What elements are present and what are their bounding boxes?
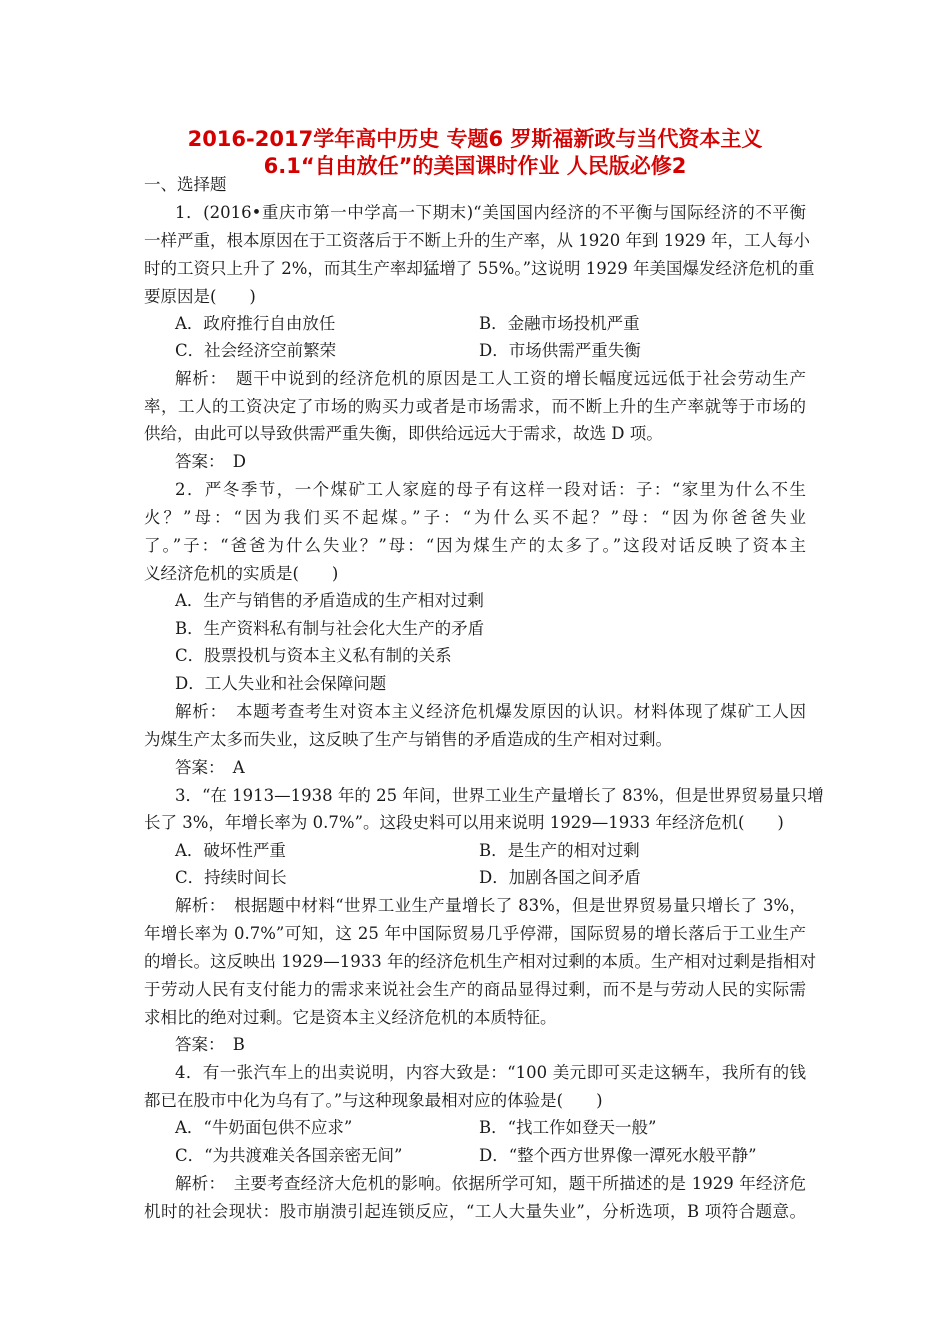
q4-stem-line: 都已在股市中化为乌有了。”与这种现象最相对应的体验是( ) (144, 1091, 603, 1110)
q3-answer: 答案： B (175, 1035, 245, 1054)
q1-analysis-line: 率，工人的工资决定了市场的购买力或者是市场需求，而不断上升的生产率就等于市场的 (144, 397, 806, 416)
q2-stem-line: 火？”母：“因为我们买不起煤。”子：“为什么买不起？”母：“因为你爸爸失业 (144, 508, 806, 527)
q2-stem-line: 2．严冬季节，一个煤矿工人家庭的母子有这样一段对话：子：“家里为什么不生 (175, 480, 806, 499)
q3-analysis-line: 求相比的绝对过剩。它是资本主义经济危机的本质特征。 (144, 1008, 557, 1027)
q2-option-b: B．生产资料私有制与社会化大生产的矛盾 (175, 619, 485, 638)
q3-analysis-line: 于劳动人民有支付能力的需求来说社会生产的商品显得过剩，而不是与劳动人民的实际需 (144, 980, 806, 999)
q4-option-c: C．“为共渡难关各国亲密无间” (175, 1146, 403, 1165)
q1-stem-line: 时的工资只上升了 2%，而其生产率却猛增了 55%。”这说明 1929 年美国爆发经济危机的重 (144, 259, 815, 278)
q2-stem-line: 义经济危机的实质是( ) (144, 564, 339, 583)
q3-option-c: C．持续时间长 (175, 868, 287, 887)
q3-analysis-line: 年增长率为 0.7%”可知，这 25 年中国际贸易几乎停滞，国际贸易的增长落后于工业生产 (144, 924, 806, 943)
q3-option-b: B．是生产的相对过剩 (479, 841, 640, 860)
q3-analysis-line: 的增长。这反映出 1929—1933 年的经济危机生产相对过剩的本质。生产相对过剩是指相对 (144, 952, 816, 971)
q2-option-a: A．生产与销售的矛盾造成的生产相对过剩 (175, 591, 484, 610)
q1-option-b: B．金融市场投机严重 (479, 314, 640, 333)
q3-option-d: D．加剧各国之间矛盾 (479, 868, 641, 887)
q1-analysis-line: 解析： 题干中说到的经济危机的原因是工人工资的增长幅度远远低于社会劳动生产 (175, 369, 806, 388)
q1-option-a: A．政府推行自由放任 (175, 314, 336, 333)
q3-stem-line: 3．“在 1913—1938 年的 25 年间，世界工业生产量增长了 83%，但是世界贸易量只增 (175, 786, 824, 805)
q4-stem-line: 4．有一张汽车上的出卖说明，内容大致是：“100 美元即可买走这辆车，我所有的钱 (175, 1063, 806, 1082)
q2-option-d: D．工人失业和社会保障问题 (175, 674, 387, 693)
q3-analysis-line: 解析： 根据题中材料“世界工业生产量增长了 83%，但是世界贸易量只增长了 3%， (175, 896, 806, 915)
document-title-line-2: 6.1“自由放任”的美国课时作业 人民版必修2 (263, 154, 687, 178)
q1-option-d: D．市场供需严重失衡 (479, 341, 641, 360)
q2-analysis-line: 解析： 本题考查考生对资本主义经济危机爆发原因的认识。材料体现了煤矿工人因 (175, 702, 806, 721)
document-title-line-1: 2016-2017学年高中历史 专题6 罗斯福新政与当代资本主义 (187, 127, 763, 151)
q4-analysis-line: 机时的社会现状：股市崩溃引起连锁反应，“工人大量失业”，分析选项，B 项符合题意。 (144, 1202, 806, 1221)
q1-stem-line: 1．(2016•重庆市第一中学高一下期末)“美国国内经济的不平衡与国际经济的不平衡 (175, 203, 806, 222)
q4-analysis-line: 解析： 主要考查经济大危机的影响。依据所学可知，题干所描述的是 1929 年经济危 (175, 1174, 806, 1193)
q2-answer: 答案： A (175, 758, 245, 777)
q4-option-a: A．“牛奶面包供不应求” (175, 1118, 353, 1137)
q2-analysis-line: 为煤生产太多而失业，这反映了生产与销售的矛盾造成的生产相对过剩。 (144, 730, 672, 749)
q3-stem-line: 长了 3%，年增长率为 0.7%”。这段史料可以用来说明 1929—1933 年经济危机( ) (144, 813, 784, 832)
q2-stem-line: 了。”子：“爸爸为什么失业？”母：“因为煤生产的太多了。”这段对话反映了资本主 (144, 536, 806, 555)
q1-option-c: C．社会经济空前繁荣 (175, 341, 337, 360)
q4-option-d: D．“整个西方世界像一潭死水般平静” (479, 1146, 757, 1165)
q1-stem-line: 要原因是( ) (144, 287, 256, 306)
section-heading: 一、选择题 (144, 175, 227, 194)
q4-option-b: B．“找工作如登天一般” (479, 1118, 657, 1137)
q3-option-a: A．破坏性严重 (175, 841, 286, 860)
q2-option-c: C．股票投机与资本主义私有制的关系 (175, 646, 452, 665)
q1-answer: 答案： D (175, 452, 246, 471)
q1-stem-line: 一样严重，根本原因在于工资落后于不断上升的生产率，从 1920 年到 1929 年，工人每小 (144, 231, 810, 250)
q1-analysis-line: 供给，由此可以导致供需严重失衡，即供给远远大于需求，故选 D 项。 (144, 424, 663, 443)
